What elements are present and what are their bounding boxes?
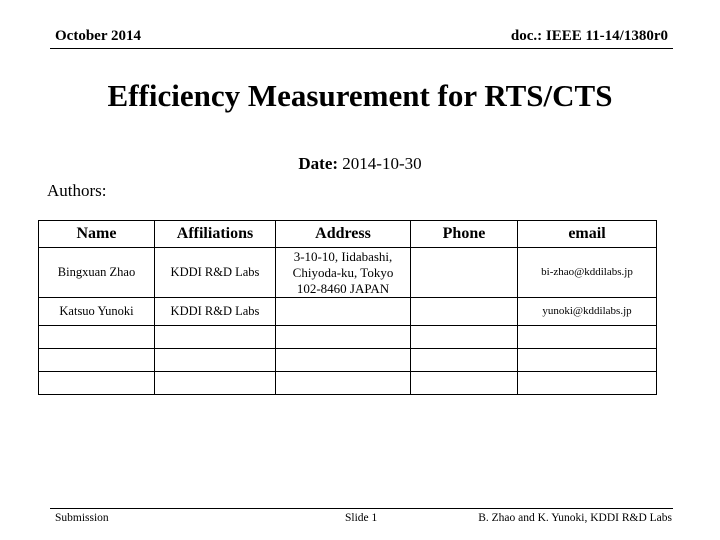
date-value: 2014-10-30 <box>342 154 422 173</box>
footer-slide-number: Slide 1 <box>345 512 378 524</box>
author-phone <box>411 298 518 326</box>
author-email: bi-zhao@kddilabs.jp <box>518 248 657 298</box>
table-row <box>39 298 657 326</box>
author-address <box>276 298 411 326</box>
footer-authors: B. Zhao and K. Yunoki, KDDI R&D Labs <box>478 512 672 524</box>
header-divider <box>50 48 673 49</box>
author-email: yunoki@kddilabs.jp <box>518 298 657 326</box>
table-row-empty <box>39 326 657 349</box>
column-header-name: Name <box>39 221 155 248</box>
author-address <box>276 248 411 298</box>
address-line: Chiyoda-ku, Tokyo <box>292 264 394 280</box>
author-phone <box>411 248 518 298</box>
footer-submission: Submission <box>55 512 109 524</box>
slide-title: Efficiency Measurement for RTS/CTS <box>107 78 613 113</box>
author-affiliation: KDDI R&D Labs <box>155 248 276 298</box>
column-header-address: Address <box>276 221 411 248</box>
header-doc-id: doc.: IEEE 11-14/1380r0 <box>510 28 668 44</box>
column-header-phone: Phone <box>411 221 518 248</box>
table-row <box>39 248 657 298</box>
date-line <box>0 154 720 174</box>
date-label: Date: <box>298 154 339 173</box>
author-name: Bingxuan Zhao <box>39 248 155 298</box>
column-header-email: email <box>518 221 657 248</box>
authors-table <box>38 220 657 395</box>
footer-divider <box>50 508 673 509</box>
table-row-empty <box>39 372 657 395</box>
table-header-row <box>39 221 657 248</box>
table-row-empty <box>39 349 657 372</box>
authors-label: Authors: <box>47 181 107 200</box>
column-header-affiliations: Affiliations <box>155 221 276 248</box>
author-name: Katsuo Yunoki <box>39 298 155 326</box>
address-line: 3-10-10, Iidabashi, <box>293 248 393 264</box>
address-line: 102-8460 JAPAN <box>296 280 390 296</box>
author-affiliation: KDDI R&D Labs <box>155 298 276 326</box>
header-date: October 2014 <box>55 28 141 44</box>
